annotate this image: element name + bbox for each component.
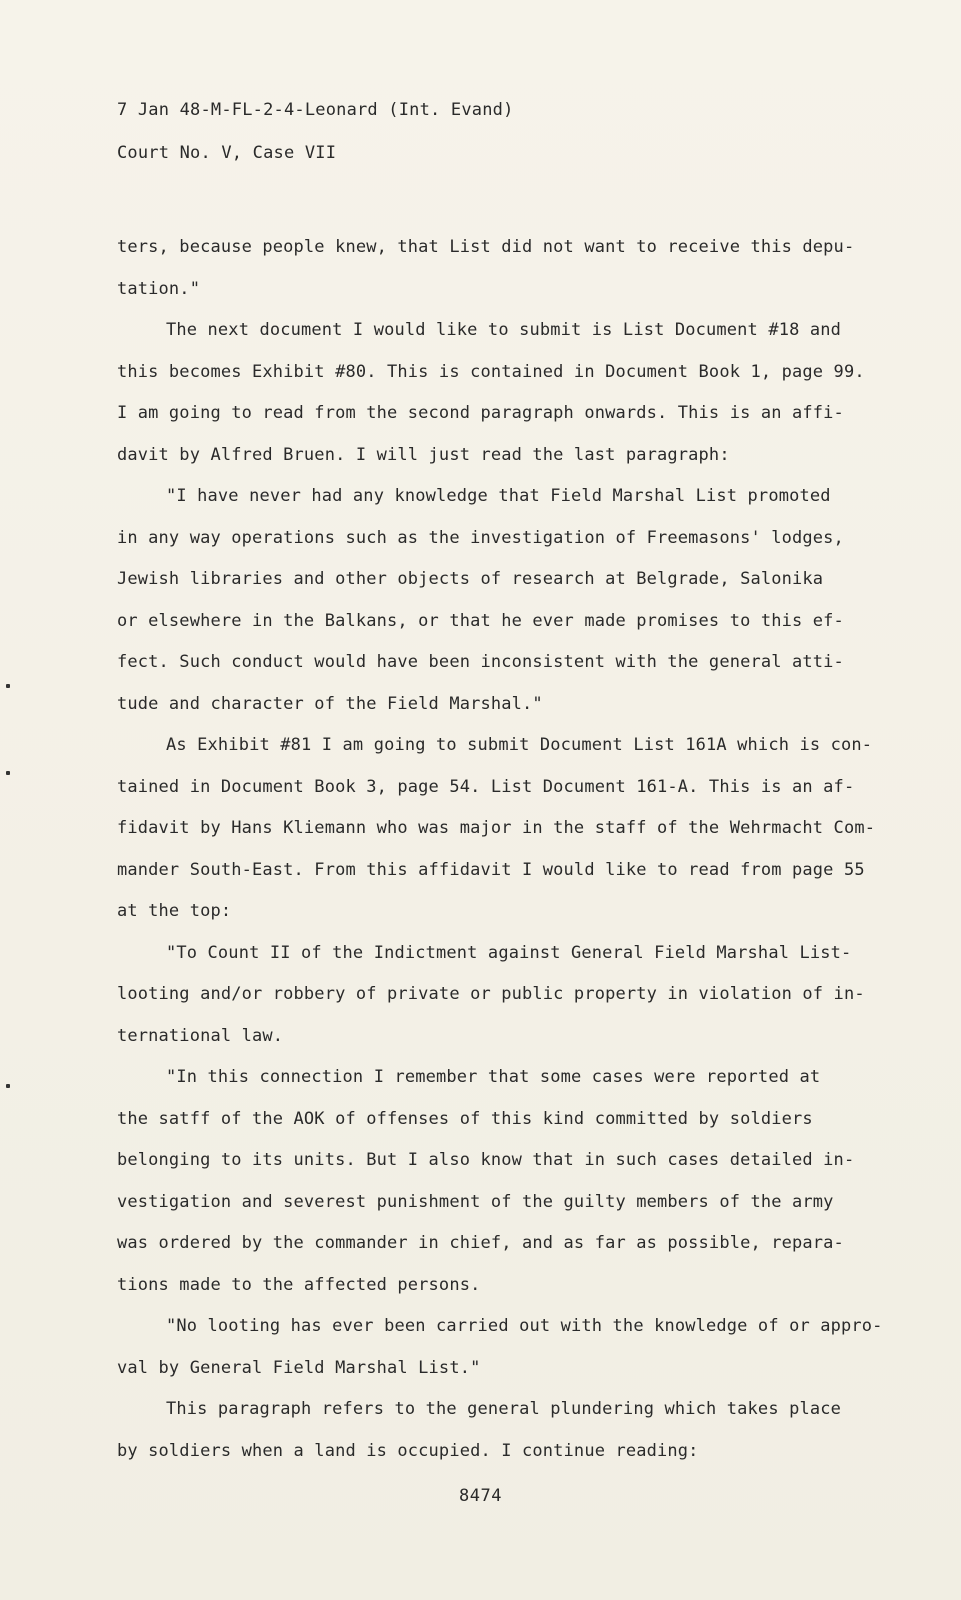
text-line: in any way operations such as the investigation of Freemasons' lodges, <box>117 527 844 548</box>
header-line-date-reference: 7 Jan 48-M-FL-2-4-Leonard (Int. Evand) <box>117 100 514 120</box>
text-line: As Exhibit #81 I am going to submit Document List 161A which is con- <box>166 735 873 755</box>
text-line: fect. Such conduct would have been inconsistent with the general atti- <box>117 652 844 672</box>
header-line-court-case: Court No. V, Case VII <box>117 143 337 163</box>
text-line: This paragraph refers to the general plundering which takes place <box>166 1399 842 1419</box>
text-line: by soldiers when a land is occupied. I continue reading: <box>117 1440 699 1461</box>
text-line: "To Count II of the Indictment against General Field Marshal List- <box>166 942 852 963</box>
text-line: tation." <box>117 278 201 299</box>
text-line: The next document I would like to submit is List Document #18 and <box>166 320 842 340</box>
text-line: "I have never had any knowledge that Field Marshal List promoted <box>166 486 831 506</box>
text-line: I am going to read from the second paragraph onwards. This is an affi- <box>117 403 844 423</box>
text-line: "No looting has ever been carried out with the knowledge of or appro- <box>166 1316 883 1336</box>
page-number: 8474 <box>459 1486 502 1506</box>
text-line: ternational law. <box>117 1025 284 1046</box>
margin-punch-mark <box>6 684 10 688</box>
text-line: tude and character of the Field Marshal." <box>117 693 543 714</box>
text-line: at the top: <box>117 901 232 921</box>
text-line: ters, because people knew, that List did not want to receive this depu- <box>117 237 855 257</box>
text-line: the satff of the AOK of offenses of this kind committed by soldiers <box>117 1108 813 1129</box>
text-line: was ordered by the commander in chief, and as far as possible, repara- <box>117 1233 844 1253</box>
text-line: vestigation and severest punishment of the guilty members of the army <box>117 1191 834 1212</box>
transcript-body <box>117 227 887 1472</box>
text-line: tained in Document Book 3, page 54. List Document 161-A. This is an af- <box>117 776 855 797</box>
text-line: or elsewhere in the Balkans, or that he ever made promises to this ef- <box>117 610 844 631</box>
text-line: tions made to the affected persons. <box>117 1274 481 1295</box>
text-line: looting and/or robbery of private or public property in violation of in- <box>117 984 865 1004</box>
margin-punch-mark <box>6 771 10 775</box>
text-line: belonging to its units. But I also know that in such cases detailed in- <box>117 1150 855 1170</box>
document-header <box>117 89 514 175</box>
text-line: davit by Alfred Bruen. I will just read the last paragraph: <box>117 444 730 465</box>
text-line: "In this connection I remember that some cases were reported at <box>166 1067 821 1087</box>
text-line: val by General Field Marshal List." <box>117 1357 481 1378</box>
margin-punch-mark <box>6 1084 10 1088</box>
text-line: mander South-East. From this affidavit I would like to read from page 55 <box>117 859 865 880</box>
text-line: fidavit by Hans Kliemann who was major in the staff of the Wehrmacht Com- <box>117 818 876 838</box>
text-line: this becomes Exhibit #80. This is contained in Document Book 1, page 99. <box>117 361 865 382</box>
text-line: Jewish libraries and other objects of research at Belgrade, Salonika <box>117 569 824 589</box>
